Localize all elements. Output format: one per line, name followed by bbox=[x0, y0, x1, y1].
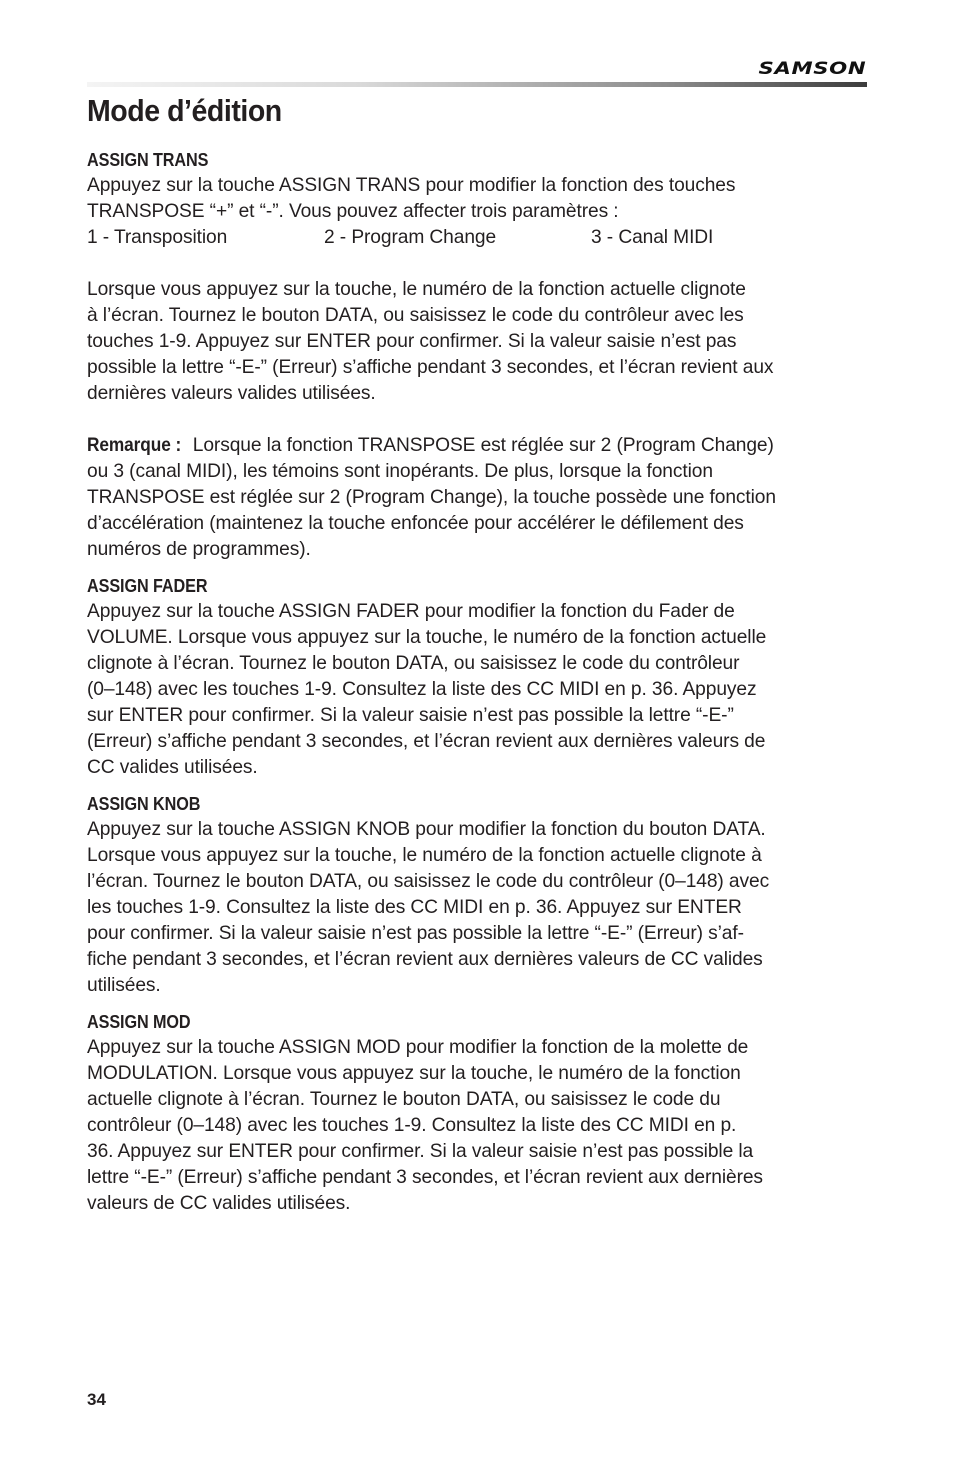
paragraph-line: CC valides utilisées. bbox=[87, 757, 258, 778]
paragraph-line: (Erreur) s’affiche pendant 3 secondes, et l’écran revient aux dernières valeurs de bbox=[87, 731, 766, 752]
paragraph-line: TRANSPOSE “+” et “-”. Vous pouvez affecter trois paramètres : bbox=[87, 201, 619, 222]
section-heading: ASSIGN TRANS bbox=[87, 150, 209, 170]
header-rule bbox=[87, 82, 867, 87]
paragraph-line: valeurs de CC valides utilisées. bbox=[87, 1193, 351, 1214]
paragraph-line: fiche pendant 3 secondes, et l’écran revient aux dernières valeurs de CC valides bbox=[87, 949, 763, 970]
paragraph-line: Lorsque vous appuyez sur la touche, le numéro de la fonction actuelle clignote à bbox=[87, 845, 762, 866]
paragraph-line: clignote à l’écran. Tournez le bouton DATA, ou saisissez le code du contrôleur bbox=[87, 653, 740, 674]
page-content bbox=[87, 147, 877, 1217]
paragraph-line: les touches 1-9. Consultez la liste des CC MIDI en p. 36. Appuyez sur ENTER bbox=[87, 897, 742, 918]
section-heading: ASSIGN KNOB bbox=[87, 794, 201, 814]
paragraph-line: Appuyez sur la touche ASSIGN MOD pour modifier la fonction de la molette de bbox=[87, 1037, 749, 1058]
page-number: 34 bbox=[87, 1390, 106, 1409]
paragraph-line: Appuyez sur la touche ASSIGN FADER pour modifier la fonction du Fader de bbox=[87, 601, 735, 622]
paragraph-line: (0–148) avec les touches 1-9. Consultez la liste des CC MIDI en p. 36. Appuyez bbox=[87, 679, 757, 700]
paragraph-line: lettre “-E-” (Erreur) s’affiche pendant 3 secondes, et l’écran revient aux dernières bbox=[87, 1167, 763, 1188]
section-heading: ASSIGN MOD bbox=[87, 1012, 191, 1032]
page-title: Mode d’édition bbox=[87, 93, 282, 128]
paragraph-line: Appuyez sur la touche ASSIGN TRANS pour modifier la fonction des touches bbox=[87, 175, 736, 196]
note-label: Remarque : bbox=[87, 435, 182, 456]
paragraph-line: utilisées. bbox=[87, 975, 161, 996]
option-item: 1 - Transposition bbox=[87, 227, 228, 248]
paragraph-line: ou 3 (canal MIDI), les témoins sont inopérants. De plus, lorsque la fonction bbox=[87, 461, 713, 482]
note-text: Lorsque la fonction TRANSPOSE est réglée sur 2 (Program Change) bbox=[187, 435, 774, 456]
paragraph-line: à l’écran. Tournez le bouton DATA, ou saisissez le code du contrôleur avec les bbox=[87, 305, 744, 326]
parameter-options bbox=[87, 225, 877, 251]
section-heading: ASSIGN FADER bbox=[87, 576, 208, 596]
paragraph-line: MODULATION. Lorsque vous appuyez sur la touche, le numéro de la fonction bbox=[87, 1063, 741, 1084]
paragraph-line: sur ENTER pour confirmer. Si la valeur saisie n’est pas possible la lettre “-E-” bbox=[87, 705, 734, 726]
section-assign-knob bbox=[87, 791, 877, 999]
paragraph-line: d’accélération (maintenez la touche enfoncée pour accélérer le défilement des bbox=[87, 513, 744, 534]
paragraph-line: actuelle clignote à l’écran. Tournez le bouton DATA, ou saisissez le code du bbox=[87, 1089, 721, 1110]
paragraph-line: Lorsque vous appuyez sur la touche, le numéro de la fonction actuelle clignote bbox=[87, 279, 746, 300]
paragraph-line: contrôleur (0–148) avec les touches 1-9. Consultez la liste des CC MIDI en p. bbox=[87, 1115, 737, 1136]
section-assign-mod bbox=[87, 1009, 877, 1217]
paragraph-line: numéros de programmes). bbox=[87, 539, 311, 560]
paragraph-line: 36. Appuyez sur ENTER pour confirmer. Si la valeur saisie n’est pas possible la bbox=[87, 1141, 754, 1162]
section-assign-fader bbox=[87, 573, 877, 781]
paragraph-line: l’écran. Tournez le bouton DATA, ou saisissez le code du contrôleur (0–148) avec bbox=[87, 871, 770, 892]
paragraph-line: pour confirmer. Si la valeur saisie n’est pas possible la lettre “-E-” (Erreur) s’af- bbox=[87, 923, 744, 944]
paragraph-line: possible la lettre “-E-” (Erreur) s’affiche pendant 3 secondes, et l’écran revient aux bbox=[87, 357, 774, 378]
paragraph-line: dernières valeurs valides utilisées. bbox=[87, 383, 376, 404]
option-item: 2 - Program Change bbox=[324, 227, 497, 248]
section-assign-trans bbox=[87, 147, 877, 563]
paragraph-line: Appuyez sur la touche ASSIGN KNOB pour modifier la fonction du bouton DATA. bbox=[87, 819, 766, 840]
note-line bbox=[87, 433, 877, 459]
option-item: 3 - Canal MIDI bbox=[591, 227, 714, 248]
paragraph-line: VOLUME. Lorsque vous appuyez sur la touche, le numéro de la fonction actuelle bbox=[87, 627, 767, 648]
samson-logo: SAMSON bbox=[758, 59, 866, 79]
paragraph-line: TRANSPOSE est réglée sur 2 (Program Change), la touche possède une fonction bbox=[87, 487, 776, 508]
paragraph-line: touches 1-9. Appuyez sur ENTER pour confirmer. Si la valeur saisie n’est pas bbox=[87, 331, 737, 352]
